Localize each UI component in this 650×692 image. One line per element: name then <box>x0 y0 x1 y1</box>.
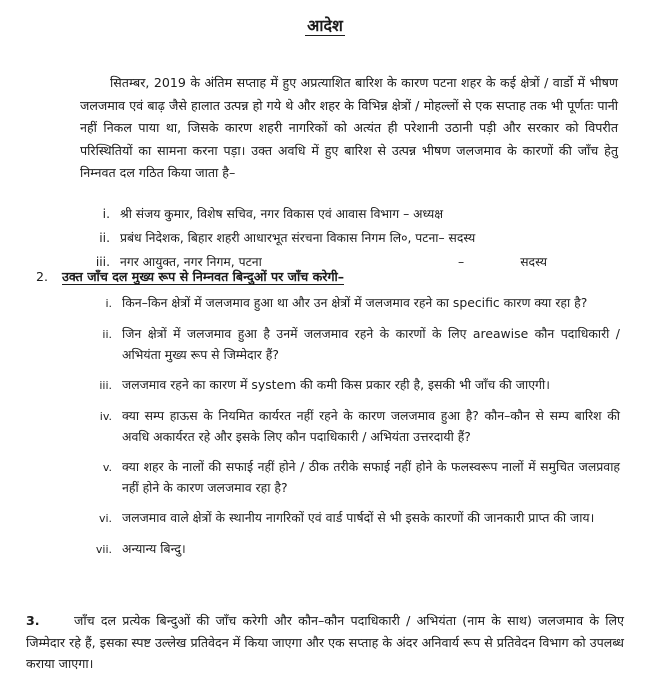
list-item <box>80 456 620 498</box>
item-text: जलजमाव वाले क्षेत्रों के स्थानीय नागरिकों एवं वार्ड पार्षदों से भी इसके कारणों की जानकारी प्राप्त की जाय। <box>122 510 595 525</box>
item-number: vi. <box>98 512 112 525</box>
item-text: क्या सम्प हाऊस के नियमित कार्यरत नहीं रहने के कारण जलजमाव हुआ है? कौन–कौन से सम्प बारिश की अवधि अकार्यरत रहे और इसके लिए कौन पदाधिकारी / अभियंता उत्तरदायी हैं? <box>122 408 620 444</box>
item-text: जलजमाव रहने का कारण में system की कमी किस प्रकार रही है, इसकी भी जाँच की जाएगी। <box>122 377 550 392</box>
list-item <box>80 507 620 529</box>
item-number: i. <box>105 297 112 310</box>
item-number: iii. <box>99 379 112 392</box>
item-text: जिन क्षेत्रों में जलजमाव हुआ है उनमें जलजमाव रहने के कारणों के लिए areawise कौन पदाधिकारी / अभियंता मुख्य रूप से जिम्मेदार हैं? <box>122 326 620 362</box>
item-text: अन्यान्य बिन्दु। <box>122 541 186 556</box>
section-number: 2. <box>36 269 49 284</box>
item-number: v. <box>102 461 112 474</box>
item-number: iv. <box>99 410 112 423</box>
member-row <box>80 202 625 226</box>
member-dash: – <box>458 255 465 269</box>
item-number: ii. <box>102 328 112 341</box>
intro-text: सितम्बर, 2019 के अंतिम सप्ताह में हुए अप्रत्याशित बारिश के कारण पटना शहर के कई क्षेत्रों / वार्डो में भीषण जलजमाव एवं बाढ़ जैसे हालात उत्पन्न हो गये थे और शहर के विभिन्न क्षेत्रों / मोहल्लों से एक सप्ताह तक भी पूर्णतः पानी नहीं निकल पाया था, जिसके कारण शहरी नागरिकों को अत्यंत ही परेशानी उठानी पड़ी और सरकार को विपरीत परिस्थितियों का सामना करना पड़ा। उक्त अवधि में हुए बारिश से उत्पन्न भीषण जलजमाव के कारणों की जाँच हेतु निम्नवत दल गठित किया जाता है– <box>80 75 618 180</box>
list-item <box>80 405 620 447</box>
item-text: क्या शहर के नालों की सफाई नहीं होने / ठीक तरीके सफाई नहीं होने के फलस्वरूप नालों में समुचित जलप्रवाह नहीं होने के कारण जलजमाव रहा है? <box>122 459 620 495</box>
member-text: नगर आयुक्त, नगर निगम, पटना <box>120 255 262 269</box>
member-number: i. <box>102 207 110 221</box>
member-number: ii. <box>99 231 110 245</box>
list-item <box>80 538 620 560</box>
committee-members <box>80 202 625 274</box>
section-heading: उक्त जाँच दल मुख्य रूप से निम्नवत बिन्दुओं पर जाँच करेगी– <box>62 269 345 284</box>
title-text: आदेश <box>307 16 343 35</box>
member-role: सदस्य <box>520 255 547 269</box>
document-title <box>0 14 650 36</box>
item-number: vii. <box>95 543 112 556</box>
member-number: iii. <box>95 255 110 269</box>
item-text: किन–किन क्षेत्रों में जलजमाव हुआ था और उन क्षेत्रों में जलजमाव रहने का specific कारण क्या रहा है? <box>122 295 588 310</box>
list-item <box>80 323 620 365</box>
list-item <box>80 374 620 396</box>
member-row <box>80 226 625 250</box>
member-text: श्री संजय कुमार, विशेष सचिव, नगर विकास एवं आवास विभाग – अध्यक्ष <box>120 207 444 221</box>
section-2-heading <box>36 268 344 285</box>
list-item <box>80 292 620 314</box>
member-text: प्रबंध निदेशक, बिहार शहरी आधारभूत संरचना विकास निगम लि०, पटना– सदस्य <box>120 231 476 245</box>
section-number: 3. <box>26 613 40 628</box>
intro-paragraph <box>80 72 618 185</box>
inquiry-points <box>80 292 620 569</box>
section-3-text: जाँच दल प्रत्येक बिन्दुओं की जाँच करेगी और कौन–कौन पदाधिकारी / अभियंता (नाम के साथ) जलजमाव के लिए जिम्मेदार रहे हैं, इसका स्पष्ट उल्लेख प्रतिवेदन में किया जाएगा और एक सप्ताह के अंदर अनिवार्य रूप से प्रतिवेदन विभाग को उपलब्ध कराया जाएगा। <box>26 613 624 671</box>
section-3 <box>26 610 624 675</box>
